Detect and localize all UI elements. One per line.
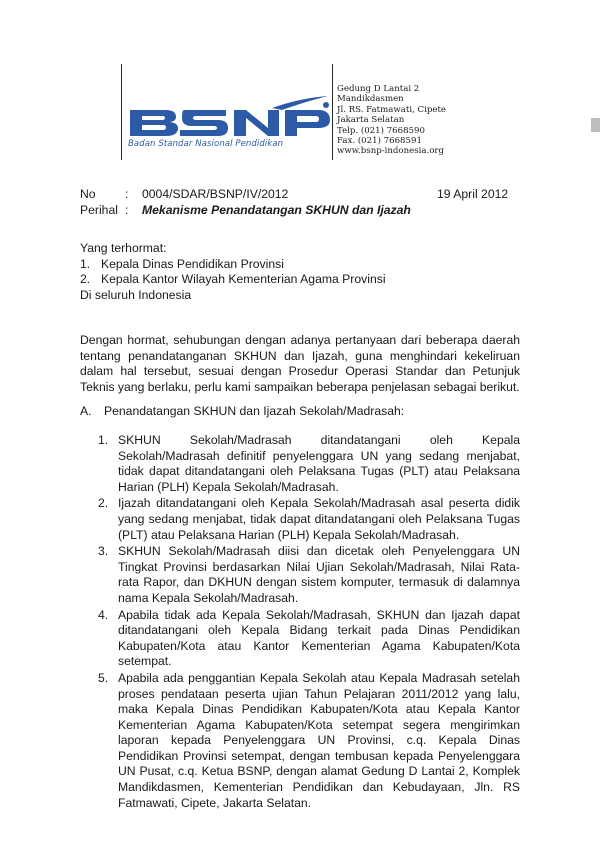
list-item bbox=[98, 671, 520, 811]
subject-colon: : bbox=[125, 203, 129, 217]
section-letter: A. bbox=[80, 404, 92, 418]
recipient-number: 2. bbox=[80, 272, 91, 287]
number-colon: : bbox=[125, 187, 129, 201]
list-item-number: 4. bbox=[98, 607, 109, 622]
address-website: www.bsnp-indonesia.org bbox=[337, 146, 445, 157]
letterhead-right-rule bbox=[332, 64, 333, 160]
letter-date: 19 April 2012 bbox=[437, 187, 509, 201]
list-item-number: 3. bbox=[98, 544, 109, 559]
page-edge-mark bbox=[591, 118, 600, 132]
recipient-location: Di seluruh Indonesia bbox=[80, 287, 192, 302]
greeting: Yang terhormat: bbox=[80, 241, 167, 255]
address-line: Jl. RS. Fatmawati, Cipete bbox=[337, 104, 446, 115]
subject-label: Perihal bbox=[80, 203, 118, 217]
list-item-text: SKHUN Sekolah/Madrasah ditandatangani oleh Kepala Sekolah/Madrasah definitif penyelenggara UN yang sedang menjabat, tidak dapat ditandatangani oleh Pelaksana Tugas (PLT) atau Pelaksana Harian (PLH) Kepala Sekolah/Madrasah. bbox=[118, 433, 520, 494]
list-item bbox=[98, 496, 520, 543]
address-line: Gedung D Lantai 2 bbox=[337, 84, 420, 94]
bsnp-logo-graphic bbox=[122, 96, 332, 140]
intro-paragraph: Dengan hormat, sehubungan dengan adanya pertanyaan dari beberapa daerah tentang penandatanganan SKHUN dan Ijazah, guna menghindari kekeliruan dalam hal tersebut, sesuai dengan Prosedur Operasi Standar dan Petunjuk Teknis yang berlaku, perlu kami sampaikan beberapa penjelasan sebagai berikut. bbox=[80, 333, 520, 394]
recipient-text: Kepala Dinas Pendidikan Provinsi bbox=[101, 256, 284, 271]
list-item-text: Apabila tidak ada Kepala Sekolah/Madrasah, SKHUN dan Ijazah dapat ditandatangani oleh Kepala Bidang terkait pada Dinas Pendidikan Kabupaten/Kota atau Kantor Kementerian Agama Kabupaten/Kota setempat. bbox=[118, 607, 520, 669]
list-item bbox=[98, 433, 520, 495]
salutation-block bbox=[80, 241, 520, 303]
list-item bbox=[98, 544, 520, 606]
list-item-text: SKHUN Sekolah/Madrasah diisi dan dicetak oleh Penyelenggara UN Tingkat Provinsi berdasarkan Nilai Ujian Sekolah/Madrasah, Nilai Rata-rata Rapor, dan DKHUN dengan sistem komputer, termasuk di dalamnya nama Kepala Sekolah/Madrasah. bbox=[118, 544, 520, 605]
address-line: Telp. (021) 7668590 bbox=[337, 125, 425, 136]
list-item-text: Ijazah ditandatangani oleh Kepala Sekolah/Madrasah asal peserta didik yang sedang menjabat, tidak dapat ditandatangani oleh Pelaksana Tugas (PLT) atau Pelaksana Harian (PLH) Kepala Sekolah/Madrasah. bbox=[118, 496, 520, 542]
letter-subject: Mekanisme Penandatangan SKHUN dan Ijazah bbox=[142, 203, 411, 217]
list-item-number: 1. bbox=[98, 433, 109, 447]
recipient-item bbox=[80, 257, 520, 273]
list-item-number: 5. bbox=[98, 670, 109, 685]
recipient-item bbox=[80, 272, 520, 288]
section-a-heading bbox=[80, 404, 404, 420]
numbered-list bbox=[98, 433, 520, 812]
address-line: Mandikdasmen bbox=[337, 94, 404, 105]
letter-number: 0004/SDAR/BSNP/IV/2012 bbox=[142, 187, 289, 201]
address-line: Jakarta Selatan bbox=[337, 115, 405, 126]
logo-subtitle: Badan Standar Nasional Pendidikan bbox=[128, 139, 284, 149]
list-item bbox=[98, 608, 520, 670]
section-title: Penandatangan SKHUN dan Ijazah Sekolah/Madrasah: bbox=[104, 404, 405, 418]
recipient-text: Kepala Kantor Wilayah Kementerian Agama Provinsi bbox=[101, 272, 386, 287]
list-item-number: 2. bbox=[98, 496, 109, 511]
address-line: Fax. (021) 7668591 bbox=[337, 136, 422, 147]
number-label: No bbox=[80, 187, 96, 201]
list-item-text: Apabila ada penggantian Kepala Sekolah atau Kepala Madrasah setelah proses pendataan peserta ujian Tahun Pelajaran 2011/2012 yang lalu, maka Kepala Dinas Pendidikan Kabupaten/Kota atau Kepala Kantor Kementerian Agama Kabupaten/Kota setempat segera mengirimkan laporan kepada Penyelenggara UN Provinsi, c.q. Kepala Dinas Pendidikan Provinsi setempat, dengan tembusan kepada Penyelenggara UN Pusat, c.q. Ketua BSNP, dengan alamat Gedung D Lantai 2, Komplek Mandikdasmen, Kementerian Pendidikan dan Kebudayaan, Jln. RS Fatmawati, Cipete, Jakarta Selatan. bbox=[118, 670, 520, 810]
letterhead-address bbox=[337, 84, 446, 157]
recipient-number: 1. bbox=[80, 256, 91, 271]
